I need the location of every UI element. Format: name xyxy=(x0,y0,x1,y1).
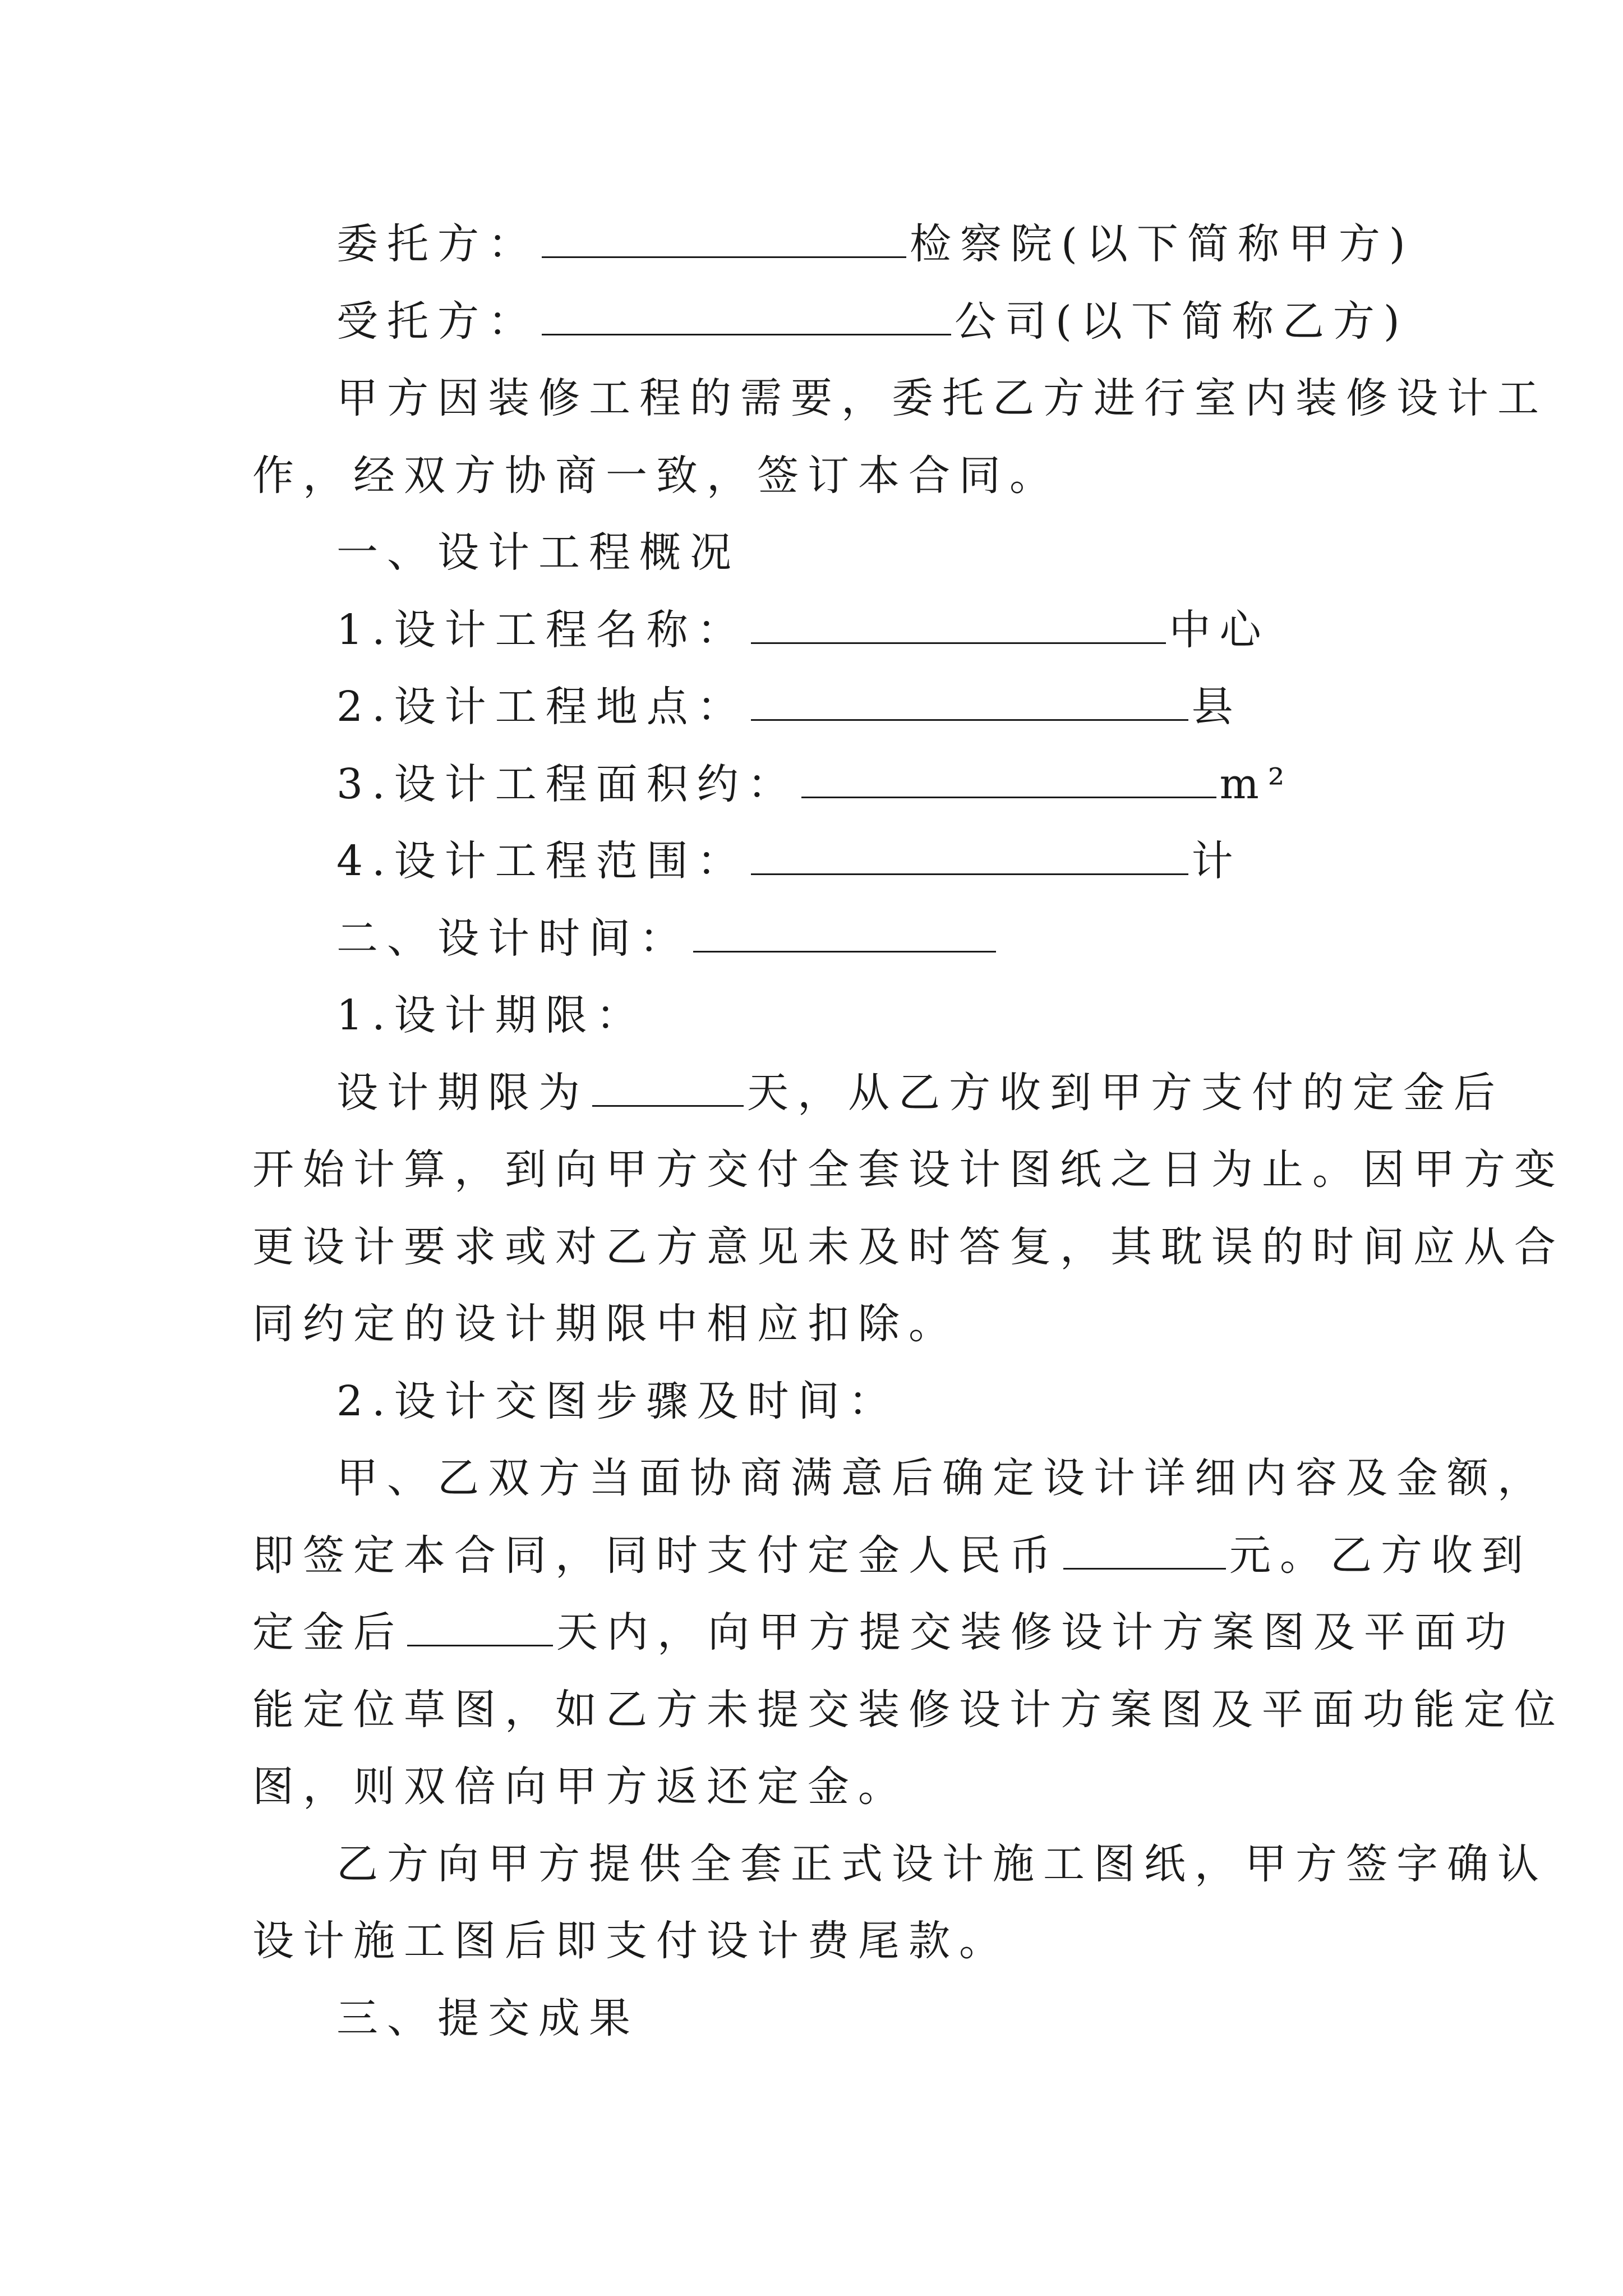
deposit-amount-blank xyxy=(1063,1529,1226,1570)
intro-line-2: 作，经双方协商一致，签订本合同。 xyxy=(252,452,1060,500)
item1-label: 1.设计工程名称： xyxy=(336,606,748,654)
agent-label: 受托方： xyxy=(336,297,538,346)
item4-suffix: 计 xyxy=(1191,837,1242,885)
item4-blank xyxy=(751,834,1188,875)
principal-blank xyxy=(542,217,906,258)
agent-line xyxy=(336,293,1409,349)
item2-label: 2.设计工程地点： xyxy=(336,683,748,731)
item3-label: 3.设计工程面积约： xyxy=(336,760,798,808)
para1-line4: 同约定的设计期限中相应扣除。 xyxy=(252,1300,959,1348)
para2-line2-suffix: 元。乙方收到 xyxy=(1229,1531,1532,1580)
section3-heading: 三、提交成果 xyxy=(336,1994,639,2042)
item2-suffix: 县 xyxy=(1191,683,1242,731)
para2-line2-prefix: 即签定本合同，同时支付定金人民币 xyxy=(252,1531,1060,1580)
section2-heading-text: 二、设计时间： xyxy=(336,914,690,963)
item4-label: 4.设计工程范围： xyxy=(336,837,748,885)
para3-line2: 设计施工图后即支付设计费尾款。 xyxy=(252,1917,1009,1965)
agent-suffix: 公司(以下简称乙方) xyxy=(955,297,1409,346)
para2-line1: 甲、乙双方当面协商满意后确定设计详细内容及金额， xyxy=(336,1454,1548,1502)
para1-line1-suffix: 天，从乙方收到甲方支付的定金后 xyxy=(747,1069,1504,1117)
section2-sub1-heading: 1.设计期限： xyxy=(336,991,647,1039)
principal-label: 委托方： xyxy=(336,220,538,268)
section2-heading xyxy=(336,910,999,967)
section1-item1 xyxy=(336,602,1270,658)
para1-line1 xyxy=(336,1065,1504,1121)
para2-line3-suffix: 天内，向甲方提交装修设计方案图及平面功 xyxy=(556,1608,1515,1657)
item3-suffix: m² xyxy=(1219,760,1294,808)
para1-line1-prefix: 设计期限为 xyxy=(336,1069,589,1117)
design-time-blank xyxy=(693,912,996,953)
para3-line1: 乙方向甲方提供全套正式设计施工图纸，甲方签字确认 xyxy=(336,1840,1548,1888)
para2-line3-prefix: 定金后 xyxy=(252,1608,404,1657)
item1-blank xyxy=(751,603,1166,644)
section1-item4 xyxy=(336,833,1242,889)
item2-blank xyxy=(751,680,1188,721)
draft-days-blank xyxy=(407,1605,553,1646)
section1-item2 xyxy=(336,679,1242,735)
para2-line3 xyxy=(252,1604,1515,1660)
para2-line2 xyxy=(252,1527,1532,1584)
agent-blank xyxy=(542,295,951,335)
para1-line3: 更设计要求或对乙方意见未及时答复，其耽误的时间应从合 xyxy=(252,1223,1565,1271)
para2-line5: 图，则双倍向甲方返还定金。 xyxy=(252,1763,909,1811)
intro-line-1: 甲方因装修工程的需要，委托乙方进行室内装修设计工 xyxy=(336,374,1548,422)
para1-line2: 开始计算，到向甲方交付全套设计图纸之日为止。因甲方变 xyxy=(252,1145,1565,1194)
section1-heading: 一、设计工程概况 xyxy=(336,528,740,577)
para2-line4: 能定位草图，如乙方未提交装修设计方案图及平面功能定位 xyxy=(252,1686,1565,1734)
principal-suffix: 检察院(以下简称甲方) xyxy=(910,220,1414,268)
section1-item3 xyxy=(336,756,1293,812)
section2-sub2-heading: 2.设计交图步骤及时间： xyxy=(336,1377,899,1425)
principal-line xyxy=(336,216,1414,272)
item3-blank xyxy=(801,757,1216,798)
design-days-blank xyxy=(592,1066,744,1107)
item1-suffix: 中心 xyxy=(1169,606,1270,654)
